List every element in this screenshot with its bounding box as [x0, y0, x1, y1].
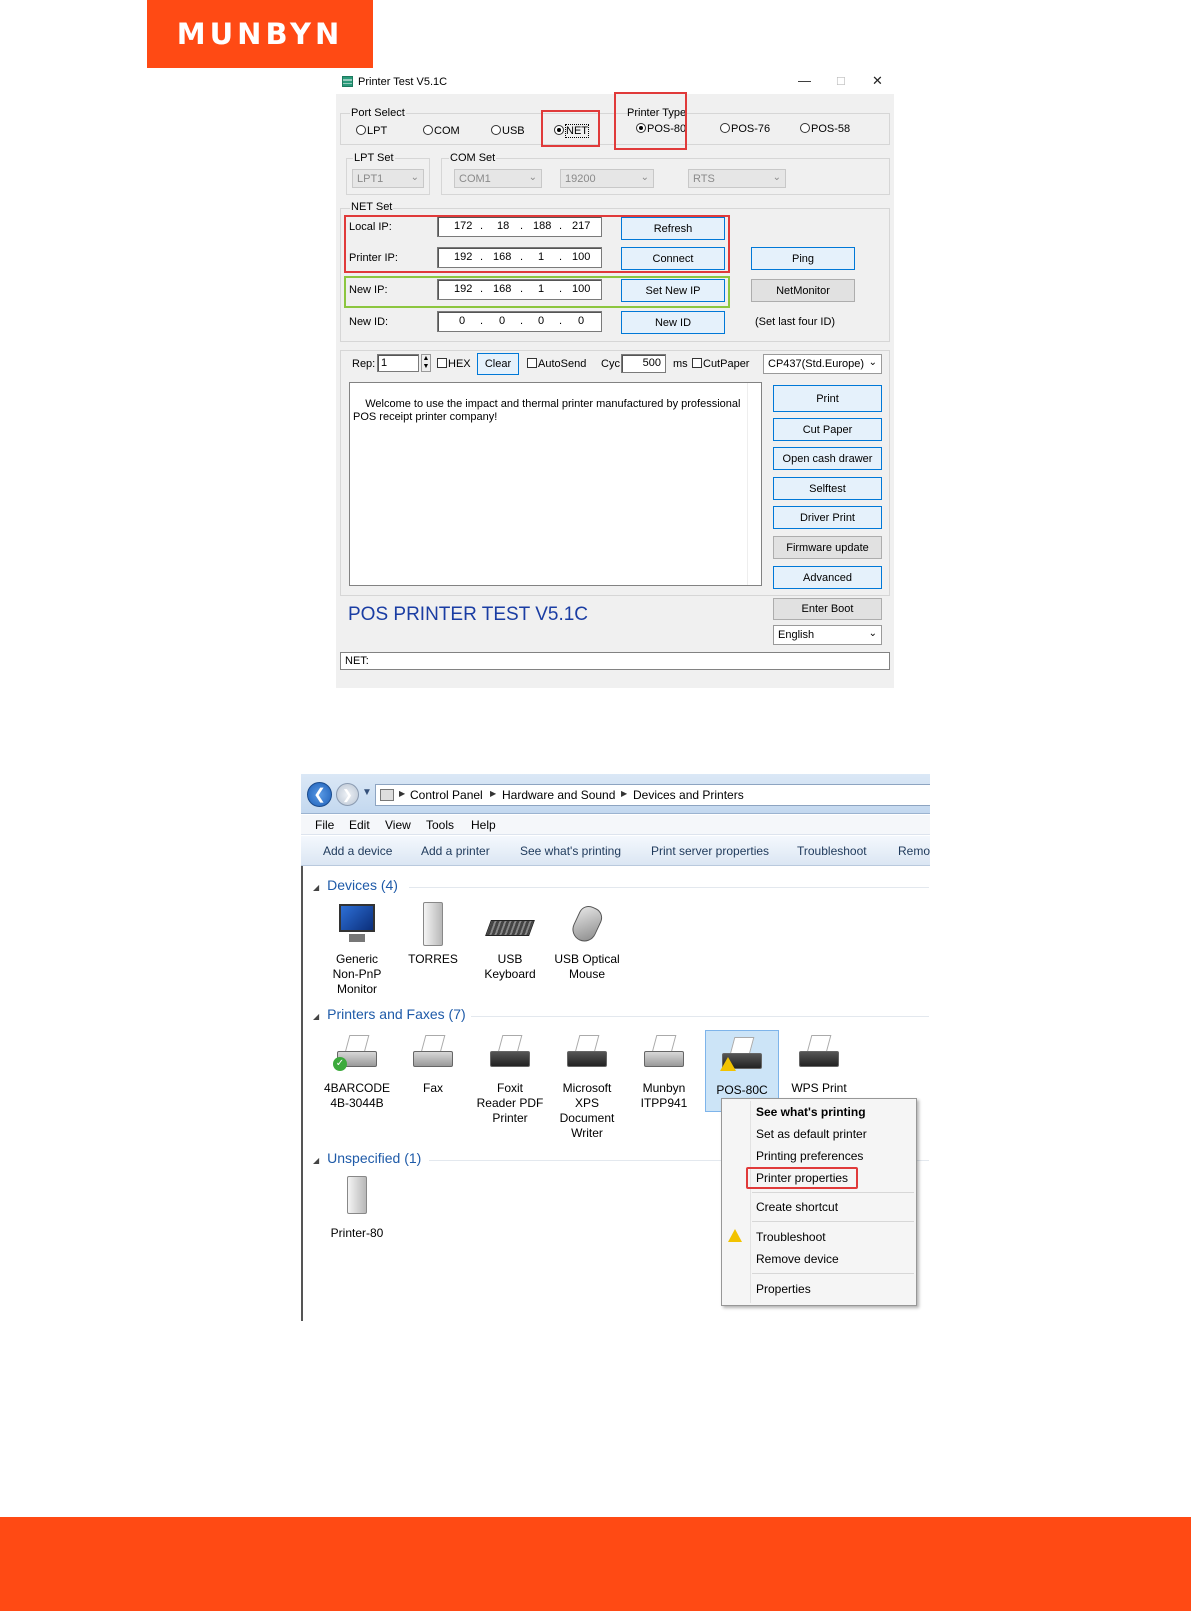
printers-section-title: Printers and Faxes (7)	[327, 1006, 466, 1022]
printer-wps-print[interactable]	[781, 1029, 857, 1096]
cmd-remove-device[interactable]: Remo	[898, 844, 930, 858]
back-arrow-icon[interactable]: ❮	[307, 782, 332, 807]
flow-control-select	[688, 169, 786, 188]
print-button[interactable]: Print	[773, 385, 882, 412]
new-ip-field[interactable]: 192 . 168 . 1 . 100	[437, 279, 602, 300]
app-big-title: POS PRINTER TEST V5.1C	[348, 604, 589, 625]
radio-usb[interactable]	[491, 125, 525, 137]
mouse-icon	[563, 900, 611, 948]
device-label: TORRES	[408, 952, 458, 966]
radio-lpt-label: LPT	[367, 125, 388, 137]
new-id-label: New ID:	[349, 316, 389, 328]
chevron-down-icon: ⌄	[868, 628, 877, 639]
fax-icon	[409, 1029, 457, 1077]
close-icon[interactable]: ✕	[872, 73, 883, 88]
new-ip-octet-1: 192	[454, 283, 473, 295]
computer-tower-icon	[409, 900, 457, 948]
flow-control-value: RTS	[693, 173, 715, 185]
menu-troubleshoot[interactable]: Troubleshoot	[756, 1230, 826, 1244]
section-divider	[409, 887, 929, 888]
new-id-octet-2: 0	[499, 315, 506, 327]
device-torres[interactable]	[395, 900, 471, 967]
printer-icon	[333, 1029, 381, 1077]
printer-icon	[795, 1029, 843, 1077]
cutpaper-checkbox[interactable]	[692, 358, 749, 370]
warning-icon	[728, 1229, 742, 1242]
breadcrumb-hardware-sound[interactable]: Hardware and Sound	[502, 788, 616, 802]
lpt-select	[352, 169, 424, 188]
chevron-down-icon: ⌄	[640, 172, 649, 183]
title-bar	[336, 70, 894, 94]
new-ip-octet-2: 168	[493, 283, 512, 295]
device-generic-monitor[interactable]	[319, 900, 395, 997]
autosend-label: AutoSend	[538, 358, 587, 370]
cmd-add-printer[interactable]: Add a printer	[421, 844, 490, 858]
printer-type-highlight	[614, 92, 687, 150]
baud-value: 19200	[565, 173, 596, 185]
radio-pos58-label: POS-58	[811, 123, 851, 135]
status-bar	[340, 652, 890, 670]
app-icon	[342, 76, 353, 87]
menu-printer-properties[interactable]: Printer properties	[756, 1171, 849, 1185]
message-text: Welcome to use the impact and thermal printer manufactured by professional POS receipt printer company!	[353, 398, 741, 423]
window-title: Printer Test V5.1C	[358, 76, 448, 88]
history-dropdown-icon[interactable]: ▼	[362, 787, 372, 798]
device-usb-mouse[interactable]	[549, 900, 625, 982]
cmd-see-whats-printing[interactable]: See what's printing	[520, 844, 622, 858]
menu-remove-device[interactable]: Remove device	[756, 1252, 839, 1266]
radio-com[interactable]	[423, 125, 460, 137]
cutpaper-label: CutPaper	[703, 358, 750, 370]
printer-label: Fax	[422, 1081, 443, 1095]
menu-view[interactable]: View	[385, 818, 411, 832]
default-check-icon: ✓	[333, 1057, 347, 1071]
local-ip-octet-2: 18	[497, 220, 510, 232]
computer-tower-icon	[333, 1174, 381, 1222]
radio-usb-label: USB	[502, 125, 525, 137]
new-ip-octet-4: 100	[572, 283, 591, 295]
minimize-icon[interactable]: —	[798, 73, 811, 88]
menu-create-shortcut[interactable]: Create shortcut	[756, 1200, 839, 1214]
printer-properties-highlight	[746, 1167, 858, 1189]
clear-button[interactable]: Clear	[477, 353, 519, 375]
chevron-down-icon: ⌄	[868, 357, 877, 368]
menu-tools[interactable]: Tools	[426, 818, 455, 832]
port-select-label: Port Select	[351, 107, 405, 119]
chevron-right-icon: ▶	[399, 789, 406, 798]
collapse-triangle-icon: ◢	[313, 1012, 320, 1021]
printer-test-window	[336, 70, 894, 688]
lpt-select-value: LPT1	[357, 173, 384, 185]
selftest-button[interactable]: Selftest	[773, 477, 882, 500]
cut-paper-button[interactable]: Cut Paper	[773, 418, 882, 441]
printer-ip-octet-2: 168	[493, 251, 512, 263]
radio-pos58-icon	[800, 123, 810, 133]
keyboard-icon	[486, 900, 534, 948]
footer-bar	[0, 1517, 1191, 1611]
unspecified-section-title: Unspecified (1)	[327, 1150, 422, 1166]
radio-pos76[interactable]	[720, 123, 770, 135]
breadcrumb-control-panel[interactable]: Control Panel	[410, 788, 483, 802]
section-divider	[471, 1016, 929, 1017]
com-port-select	[454, 169, 542, 188]
devices-and-printers-window	[301, 774, 930, 1321]
hex-check-icon	[437, 358, 447, 368]
printer-ip-label: Printer IP:	[349, 252, 398, 264]
chevron-right-icon: ▶	[490, 789, 497, 798]
forward-arrow-icon[interactable]: ❯	[336, 783, 359, 806]
language-value: English	[778, 629, 815, 641]
net-set-label: NET Set	[351, 201, 393, 213]
advanced-button[interactable]: Advanced	[773, 566, 882, 589]
window-left-edge	[301, 866, 303, 1321]
message-textarea[interactable]	[349, 382, 762, 586]
radio-com-label: COM	[434, 125, 460, 137]
rep-spinner[interactable]: ▲ ▼	[422, 355, 430, 370]
ping-button[interactable]: Ping	[751, 247, 855, 270]
printer-icon	[640, 1029, 688, 1077]
printer-label: POS-80C	[716, 1083, 768, 1097]
cyc-label: Cyc	[601, 358, 620, 370]
printer-foxit[interactable]	[472, 1029, 548, 1126]
baud-select	[560, 169, 654, 188]
autosend-check-icon	[527, 358, 537, 368]
breadcrumb[interactable]	[375, 784, 930, 806]
autosend-checkbox[interactable]	[527, 358, 586, 370]
printer-4barcode[interactable]	[319, 1029, 395, 1111]
new-id-field[interactable]: 0 . 0 . 0 . 0	[437, 311, 602, 332]
ms-label: ms	[673, 358, 688, 370]
codepage-value: CP437(Std.Europe)	[768, 358, 864, 370]
menu-gutter	[750, 1101, 751, 1303]
cmd-print-server-properties[interactable]: Print server properties	[651, 844, 770, 858]
rep-value: 1	[381, 357, 388, 369]
new-ip-highlight	[344, 276, 730, 308]
new-ip-octet-3: 1	[538, 283, 545, 295]
new-id-octet-1: 0	[459, 315, 466, 327]
radio-lpt-icon	[356, 125, 366, 135]
address-bar	[301, 774, 930, 814]
chevron-down-icon: ⌄	[410, 172, 419, 183]
radio-net-label: NET	[566, 125, 588, 137]
cyc-field[interactable]	[621, 354, 666, 373]
net-highlight	[541, 110, 600, 147]
radio-pos80-label: POS-80	[647, 123, 687, 135]
com-port-value: COM1	[459, 173, 491, 185]
device-label: USB Keyboard	[484, 952, 536, 981]
printer-ip-field[interactable]: 192 . 168 . 1 . 100	[437, 247, 602, 268]
printer-icon	[486, 1029, 534, 1077]
device-label: Printer-80	[330, 1226, 384, 1240]
printer-label: WPS Print	[791, 1081, 847, 1095]
enter-boot-button[interactable]: Enter Boot	[773, 598, 882, 620]
language-select[interactable]	[773, 625, 882, 645]
new-id-octet-3: 0	[538, 315, 545, 327]
radio-pos76-label: POS-76	[731, 123, 771, 135]
device-usb-keyboard[interactable]	[472, 900, 548, 982]
unspecified-section-header[interactable]	[313, 1150, 421, 1166]
printer-label: Munbyn ITPP941	[640, 1081, 688, 1110]
rep-field[interactable]	[377, 354, 419, 372]
chevron-right-icon: ▶	[621, 789, 628, 798]
local-ip-octet-3: 188	[533, 220, 552, 232]
firmware-update-button[interactable]: Firmware update	[773, 536, 882, 559]
context-menu	[721, 1098, 917, 1306]
menu-edit[interactable]: Edit	[349, 818, 370, 832]
driver-print-button[interactable]: Driver Print	[773, 506, 882, 529]
printer-ip-octet-1: 192	[454, 251, 473, 263]
menu-properties[interactable]: Properties	[756, 1282, 811, 1296]
printer-microsoft-xps[interactable]	[549, 1029, 625, 1141]
command-bar	[301, 836, 930, 866]
breadcrumb-devices-printers[interactable]: Devices and Printers	[633, 788, 744, 802]
local-ip-field[interactable]: 172 . 18 . 188 . 217	[437, 216, 602, 237]
radio-pos76-icon	[720, 123, 730, 133]
menu-file[interactable]: File	[315, 818, 335, 832]
printer-munbyn-itpp941[interactable]	[626, 1029, 702, 1111]
cyc-value: 500	[642, 357, 661, 369]
device-label: USB Optical Mouse	[554, 952, 620, 981]
devices-section-header[interactable]	[313, 877, 398, 893]
device-printer-80[interactable]	[319, 1174, 395, 1241]
printer-label: Foxit Reader PDF Printer	[476, 1081, 544, 1125]
cutpaper-check-icon	[692, 358, 702, 368]
menu-printing-preferences[interactable]: Printing preferences	[756, 1149, 864, 1163]
textarea-scrollbar[interactable]	[747, 383, 761, 585]
id-hint: (Set last four ID)	[755, 316, 836, 328]
printer-type-label: Printer Type	[627, 107, 687, 119]
rep-label: Rep:	[352, 358, 376, 370]
menu-set-default[interactable]: Set as default printer	[756, 1127, 867, 1141]
collapse-triangle-icon: ◢	[313, 883, 320, 892]
refresh-button[interactable]: Refresh	[621, 217, 725, 240]
printer-ip-octet-4: 100	[572, 251, 591, 263]
new-id-button[interactable]: New ID	[621, 311, 725, 334]
radio-pos58[interactable]	[800, 123, 850, 135]
set-new-ip-button[interactable]: Set New IP	[621, 279, 725, 302]
status-text: NET:	[345, 655, 369, 667]
local-ip-octet-4: 217	[572, 220, 591, 232]
menu-see-whats-printing[interactable]: See what's printing	[756, 1105, 866, 1119]
chevron-down-icon: ⌄	[772, 172, 781, 183]
munbyn-logo	[147, 0, 373, 68]
radio-usb-icon	[491, 125, 501, 135]
netmonitor-button[interactable]: NetMonitor	[751, 279, 855, 302]
printer-label: Microsoft XPS Document Writer	[559, 1081, 615, 1140]
menu-separator	[752, 1192, 914, 1193]
printers-section-header[interactable]	[313, 1006, 466, 1022]
new-id-octet-4: 0	[578, 315, 585, 327]
logo-text: MUNBYN	[176, 17, 344, 51]
radio-lpt[interactable]	[356, 125, 387, 137]
printer-icon	[563, 1029, 611, 1077]
open-cash-drawer-button[interactable]: Open cash drawer	[773, 447, 882, 470]
printer-folder-icon	[380, 789, 394, 801]
radio-com-icon	[423, 125, 433, 135]
local-ip-label: Local IP:	[349, 221, 392, 233]
printer-ip-octet-3: 1	[538, 251, 545, 263]
printer-icon	[718, 1031, 766, 1079]
collapse-triangle-icon: ◢	[313, 1156, 320, 1165]
menu-help[interactable]: Help	[471, 818, 496, 832]
local-ip-octet-1: 172	[454, 220, 473, 232]
com-set-label: COM Set	[450, 152, 496, 164]
monitor-icon	[333, 900, 381, 948]
new-ip-label: New IP:	[349, 284, 388, 296]
printer-label: 4BARCODE 4B-3044B	[323, 1081, 391, 1110]
menu-separator	[752, 1221, 914, 1222]
connect-button[interactable]: Connect	[621, 247, 725, 270]
devices-section-title: Devices (4)	[327, 877, 398, 893]
codepage-select[interactable]	[763, 354, 882, 374]
warning-icon	[720, 1057, 736, 1071]
menu-separator	[752, 1273, 914, 1274]
device-label: Generic Non-PnP Monitor	[332, 952, 382, 996]
cmd-add-device[interactable]: Add a device	[323, 844, 393, 858]
lpt-set-label: LPT Set	[354, 152, 394, 164]
hex-checkbox[interactable]	[437, 358, 471, 370]
chevron-down-icon: ⌄	[528, 172, 537, 183]
printer-fax[interactable]	[395, 1029, 471, 1096]
hex-label: HEX	[448, 358, 471, 370]
cmd-troubleshoot[interactable]: Troubleshoot	[797, 844, 867, 858]
ip-highlight	[344, 215, 730, 273]
maximize-icon: ☐	[836, 76, 846, 88]
menu-bar	[301, 815, 930, 835]
